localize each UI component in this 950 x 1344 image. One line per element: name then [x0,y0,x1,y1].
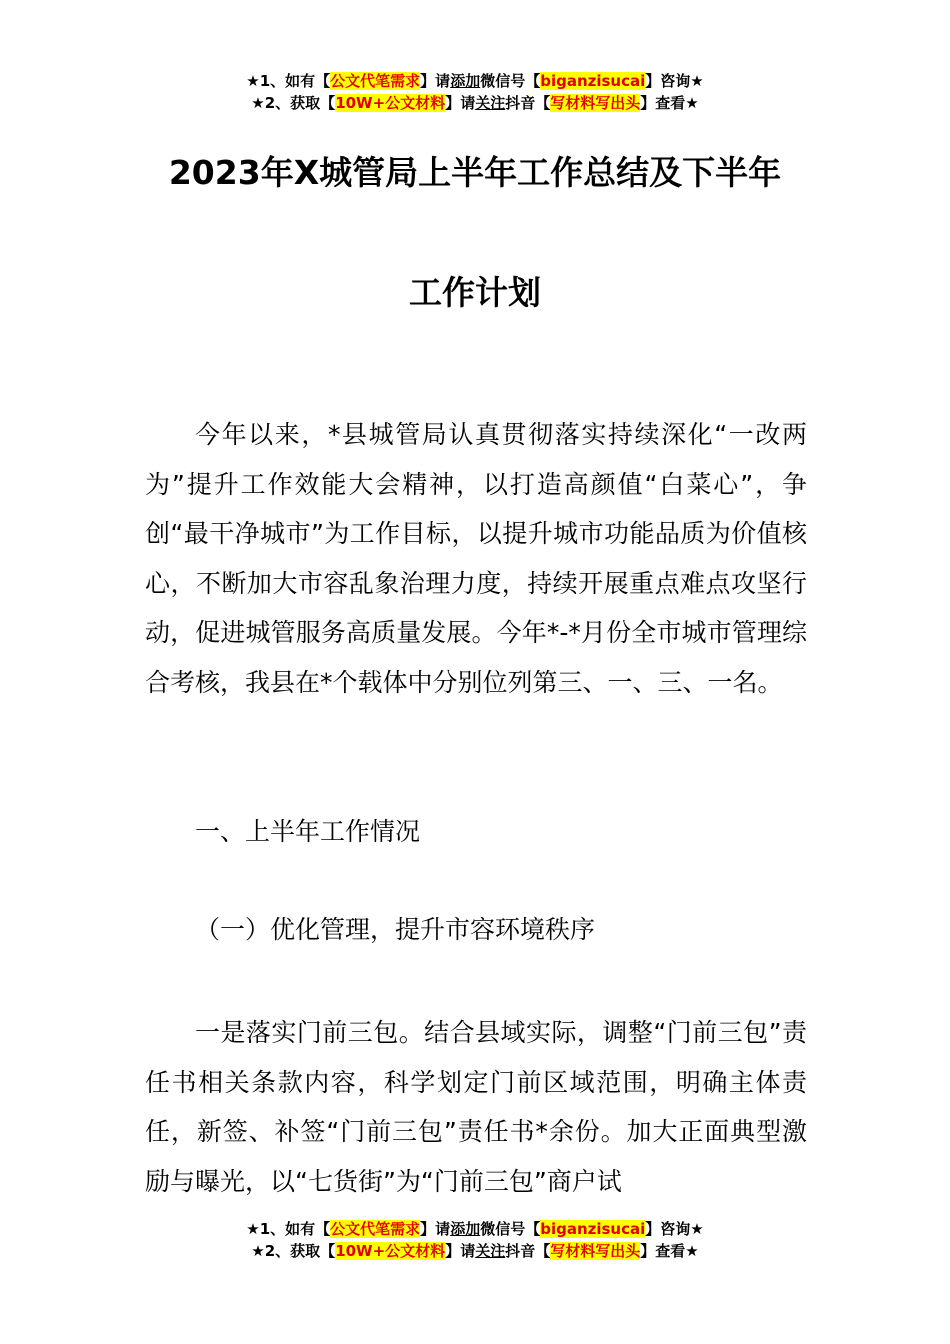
item-1-paragraph: 一是落实门前三包。结合县域实际，调整“门前三包”责任书相关条款内容，科学划定门前区域范围，明确主体责任，新签、补签“门前三包”责任书*余份。加大正面典型激励与曝光，以“七货街”为“门前三包”商户试 [145,1018,807,1196]
bottom-banner-line-2-middle: 】请 [445,1242,476,1260]
bottom-banner-line-1 [0,1218,950,1240]
banner-line-2-douyin-id: 写材料写出头 [550,94,641,112]
bottom-banner-line-1-middle-2: 微信号【 [480,1220,541,1238]
banner-line-1-suffix: 】咨询★ [645,72,704,90]
intro-paragraph: 今年以来，*县城管局认真贯彻落实持续深化“一改两为”提升工作效能大会精神，以打造高颜值“白菜心”，争创“最干净城市”为工作目标，以提升城市功能品质为价值核心，不断加大市容乱象治理力度，持续开展重点难点攻坚行动，促进城管服务高质量发展。今年*-*月份全市城市管理综合考核，我县在*个载体中分别位列第三、一、三、一名。 [145,420,807,697]
bottom-banner-line-1-wechat-id: biganzisucai [540,1220,646,1238]
document-title-line-2: 工作计划 [409,273,541,312]
banner-line-1-emphasis: 添加 [450,72,481,90]
banner-line-2-highlight-materials: 10W+公文材料 [335,94,446,112]
banner-line-1-highlight-service: 公文代笔需求 [330,72,421,90]
subsection-1-heading: （一）优化管理，提升市容环境秩序 [195,915,596,944]
banner-line-1-middle: 】请 [420,72,451,90]
bottom-banner-line-1-suffix: 】咨询★ [645,1220,704,1238]
bottom-banner-line-1-prefix: ★1、如有【 [246,1220,331,1238]
section-1-heading: 一、上半年工作情况 [195,817,421,846]
bottom-banner-line-1-highlight-service: 公文代笔需求 [330,1220,421,1238]
banner-line-1 [0,70,950,92]
bottom-banner-line-1-emphasis: 添加 [450,1220,481,1238]
bottom-banner-line-2-suffix: 】查看★ [640,1242,699,1260]
bottom-banner-line-2-emphasis: 关注 [475,1242,506,1260]
banner-line-1-middle-2: 微信号【 [480,72,541,90]
banner-line-2 [0,92,950,114]
bottom-banner-line-1-middle: 】请 [420,1220,451,1238]
bottom-banner-line-2-middle-2: 抖音【 [505,1242,551,1260]
banner-line-2-prefix: ★2、获取【 [251,94,336,112]
bottom-banner-line-2-prefix: ★2、获取【 [251,1242,336,1260]
banner-line-1-wechat-id: biganzisucai [540,72,646,90]
top-banner [0,70,950,114]
banner-line-2-middle-2: 抖音【 [505,94,551,112]
document-title-line-1: 2023年X城管局上半年工作总结及下半年 [168,153,782,192]
banner-line-2-emphasis: 关注 [475,94,506,112]
banner-line-2-suffix: 】查看★ [640,94,699,112]
banner-line-1-prefix: ★1、如有【 [246,72,331,90]
bottom-banner-line-2 [0,1240,950,1262]
bottom-banner [0,1218,950,1262]
banner-line-2-middle: 】请 [445,94,476,112]
bottom-banner-line-2-douyin-id: 写材料写出头 [550,1242,641,1260]
bottom-banner-line-2-highlight-materials: 10W+公文材料 [335,1242,446,1260]
